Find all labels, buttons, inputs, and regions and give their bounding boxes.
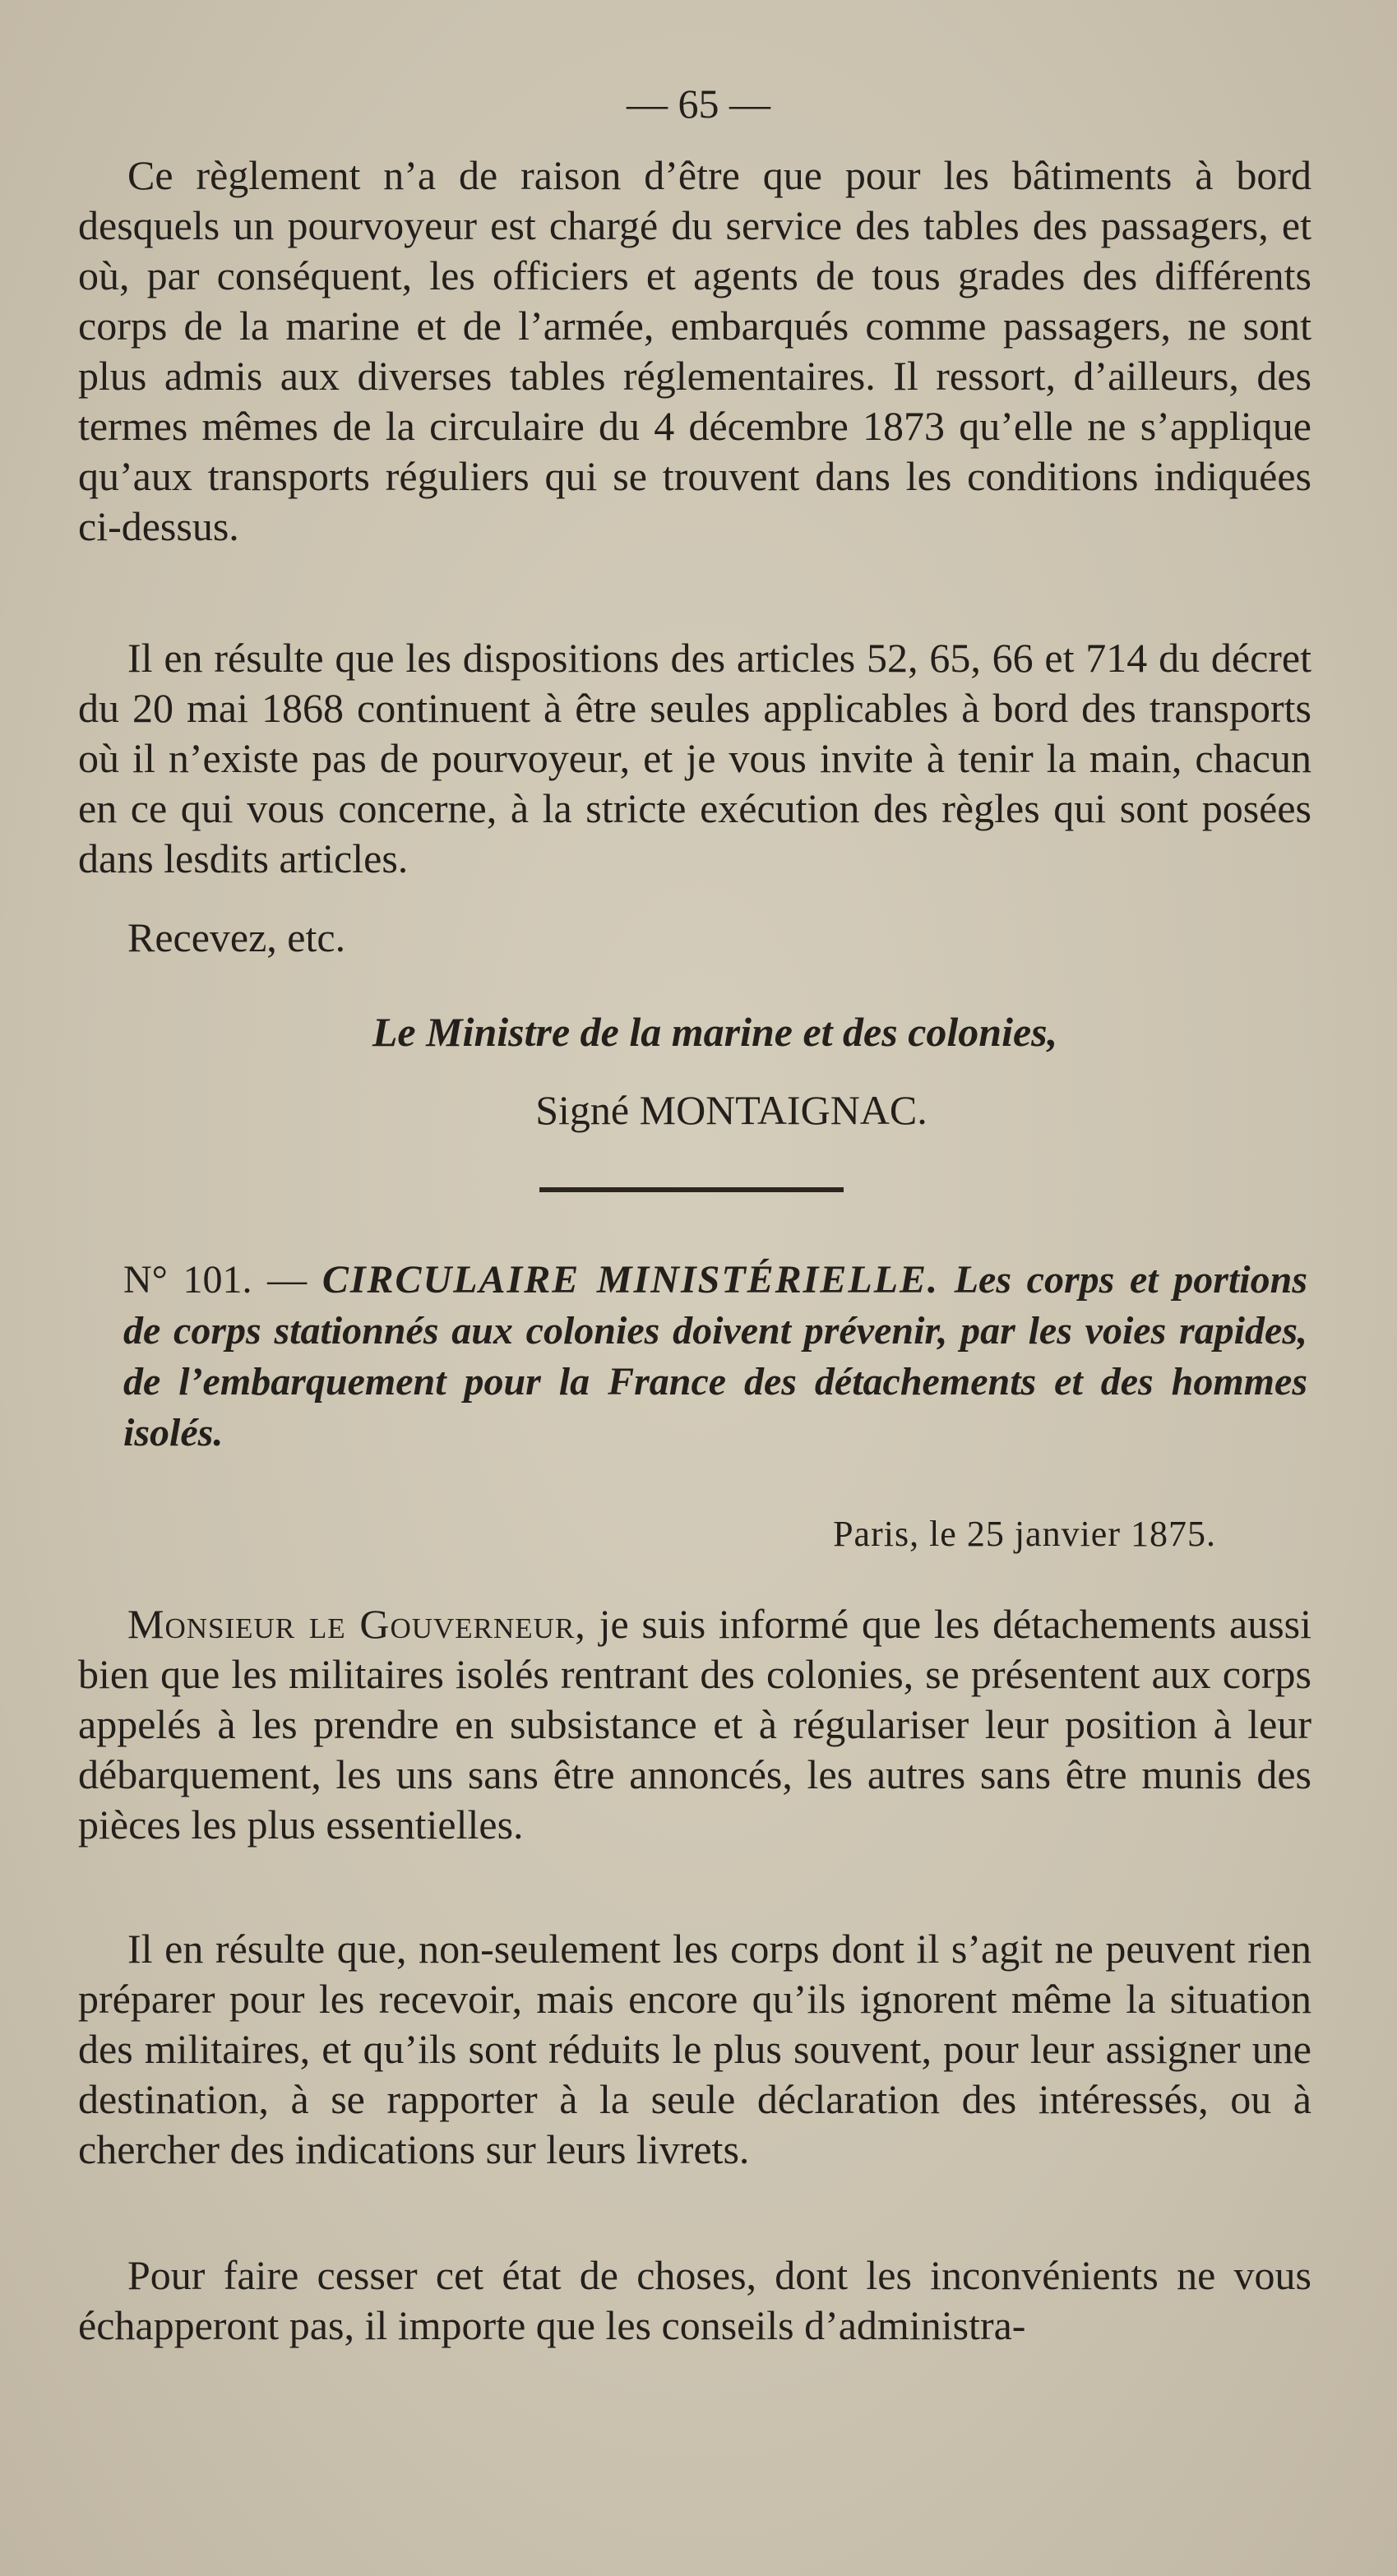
dateline: Paris, le 25 janvier 1875.: [833, 1514, 1216, 1554]
paragraph-resulte: [78, 1924, 1311, 2175]
paragraph-recevez: [78, 913, 1311, 963]
paragraph-informe: [78, 1599, 1311, 1850]
circular-heading: [123, 1255, 1307, 1459]
paragraph-dispositions-text: Il en résulte que les dispositions des articles 52, 65, 66 et 714 du décret du 20 mai 1868 continuent à être seules applicables à bord des transports où il n’existe pas de pourvoyeur, et je vous invite à tenir la main, chacun en ce qui vous concerne, à la stricte exécution des règles qui sont posées dans lesdits articles.: [78, 635, 1311, 881]
paragraph-faire-cesser: [78, 2250, 1311, 2351]
page-number: — 65 —: [627, 81, 770, 127]
paragraph-resulte-text: Il en résulte que, non-seulement les corps dont il s’agit ne peuvent rien préparer pour les recevoir, mais encore qu’ils ignorent même la situation des militaires, et qu’ils sont réduits le plus souvent, pour leur assigner une destination, à se rapporter à la seule déclaration des intéressés, ou à chercher des indications sur leurs livrets.: [78, 1926, 1311, 2172]
circular-number: N° 101. —: [123, 1258, 308, 1302]
circular-title: CIRCULAIRE MINISTÉRIELLE.: [321, 1258, 940, 1302]
paragraph-faire-cesser-text: Pour faire cesser cet état de choses, dont les inconvénients ne vous échapperont pas, il importe que les conseils d’administra-: [78, 2252, 1311, 2348]
paragraph-recevez-text: Recevez, etc.: [127, 914, 346, 960]
circular-summary: Les corps et portions de corps stationnés aux colonies doivent prévenir, par les voies rapides, de l’embarquement pour la France des détachements et des hommes isolés.: [123, 1258, 1307, 1454]
paragraph-dispositions: [78, 633, 1311, 884]
paragraph-reglement-text: Ce règlement n’a de raison d’être que pour les bâtiments à bord desquels un pourvoyeur est chargé du service des tables des passagers, et où, par conséquent, les officiers et agents de tous grades des différents corps de la marine et de l’armée, embarqués comme passagers, ne sont plus admis aux diverses tables réglementaires. Il ressort, d’ailleurs, des termes mêmes de la circulaire du 4 décembre 1873 qu’elle ne s’applique qu’aux transports réguliers qui se trouvent dans les conditions indiquées ci-dessus.: [78, 152, 1311, 549]
section-divider: [539, 1187, 844, 1192]
signature-title: Le Ministre de la marine et des colonies,: [372, 1009, 1058, 1055]
salutation: Monsieur le Gouverneur,: [127, 1601, 586, 1647]
paragraph-reglement: [78, 150, 1311, 552]
paragraph-informe-text: je suis informé que les détachements aussi bien que les militaires isolés rentrant des colonies, se présentent aux corps appelés à les prendre en subsistance et à régulariser leur position à leur débarquement, les uns sans être annoncés, les autres sans être munis des pièces les plus essentielles.: [78, 1601, 1312, 1848]
signature-name: Signé MONTAIGNAC.: [535, 1087, 927, 1133]
